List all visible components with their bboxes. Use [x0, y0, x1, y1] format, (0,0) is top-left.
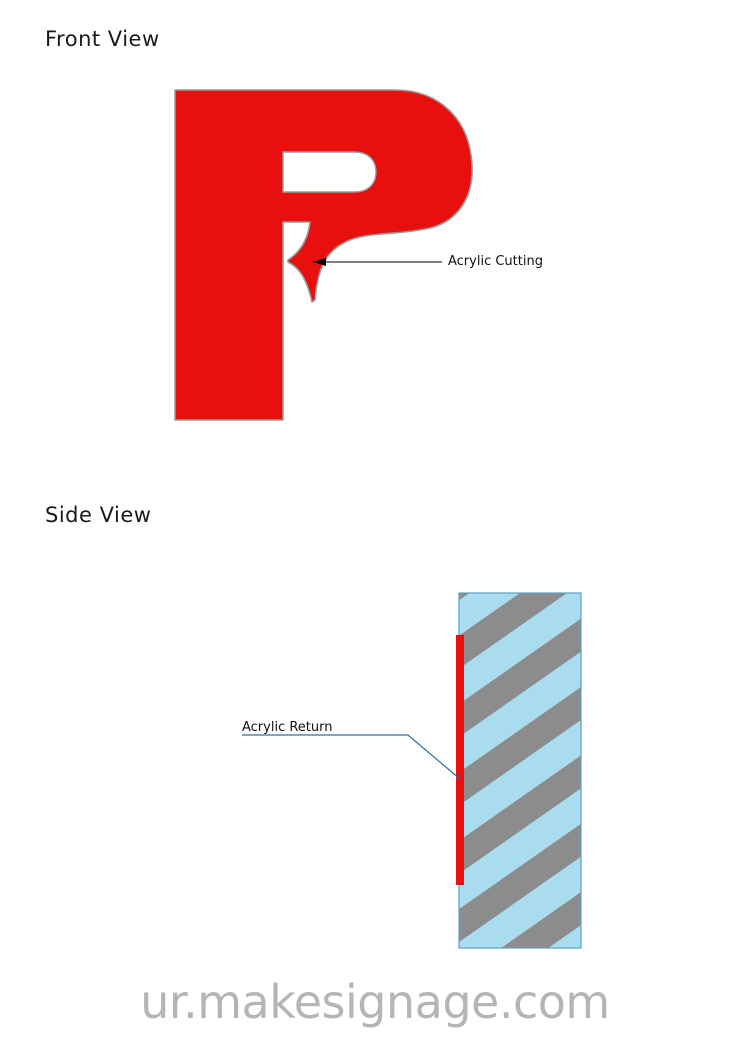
acrylic-return-strip: [456, 635, 464, 885]
acrylic-return-label: Acrylic Return: [242, 720, 333, 735]
side-view-heading: Side View: [45, 503, 152, 527]
acrylic-cutting-label: Acrylic Cutting: [448, 254, 543, 269]
front-view-heading: Front View: [45, 27, 160, 51]
site-watermark: ur.makesignage.com: [140, 975, 610, 1029]
wall-section: [459, 593, 581, 948]
acrylic-cutting-leader-line: [313, 258, 442, 266]
acrylic-return-leader-line: [242, 735, 460, 779]
letter-p-shape: [175, 90, 472, 420]
